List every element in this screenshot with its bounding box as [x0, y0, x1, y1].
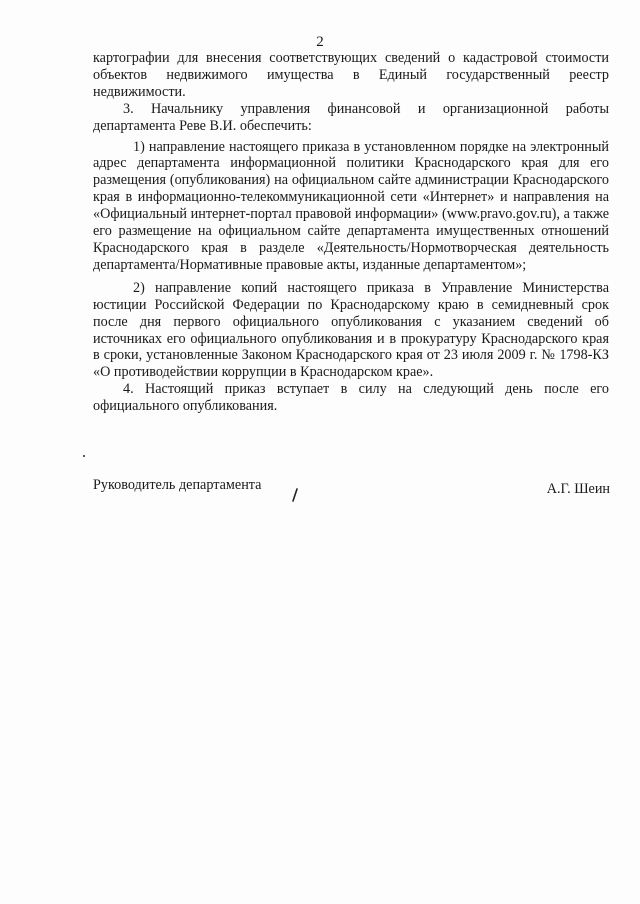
page-number: 2 — [316, 34, 324, 50]
signatory-name: А.Г. Шеин — [546, 481, 610, 497]
paragraph-subitem-2: 2) направление копий настоящего приказа в Управление Министерства юстиции Российской Федерации по Краснодарскому краю в семидневный срок после дня первого официального опубликования с указанием сведений об источниках его официального опубликования и в прокуратуру Краснодарского края в сроки, установленные Законом Краснодарского края от 23 июля 2009 г. № 1798-КЗ «О противодействии коррупции в Краснодарском крае». — [93, 279, 609, 381]
document-body — [93, 50, 609, 415]
paragraph-item-4: 4. Настоящий приказ вступает в силу на следующий день после его официального опубликования. — [93, 381, 609, 415]
signature-mark-icon — [289, 487, 301, 503]
paragraph-subitem-1: 1) направление настоящего приказа в установленном порядке на электронный адрес департамента информационной политики Краснодарского края для его размещения (опубликования) на официальном сайте администрации Краснодарского края в информационно-телекоммуникационной сети «Интернет» и направления на «Официальный интернет-портал правовой информации» (www.pravo.gov.ru), а также его размещение на официальном сайте департамента имущественных отношений Краснодарского края в разделе «Деятельность/Нормотворческая деятельность департамента/Нормативные правовые акты, изданные департаментом»; — [93, 138, 609, 273]
paragraph-item-3: 3. Начальнику управления финансовой и организационной работы департамента Реве В.И. обеспечить: — [93, 100, 609, 134]
signature-block — [93, 477, 610, 501]
signatory-position: Руководитель департамента — [93, 477, 262, 493]
scan-dot-mark — [83, 455, 85, 457]
paragraph-continuation: картографии для внесения соответствующих сведений о кадастровой стоимости объектов недвижимого имущества в Единый государственный реестр недвижимости. — [93, 50, 609, 100]
